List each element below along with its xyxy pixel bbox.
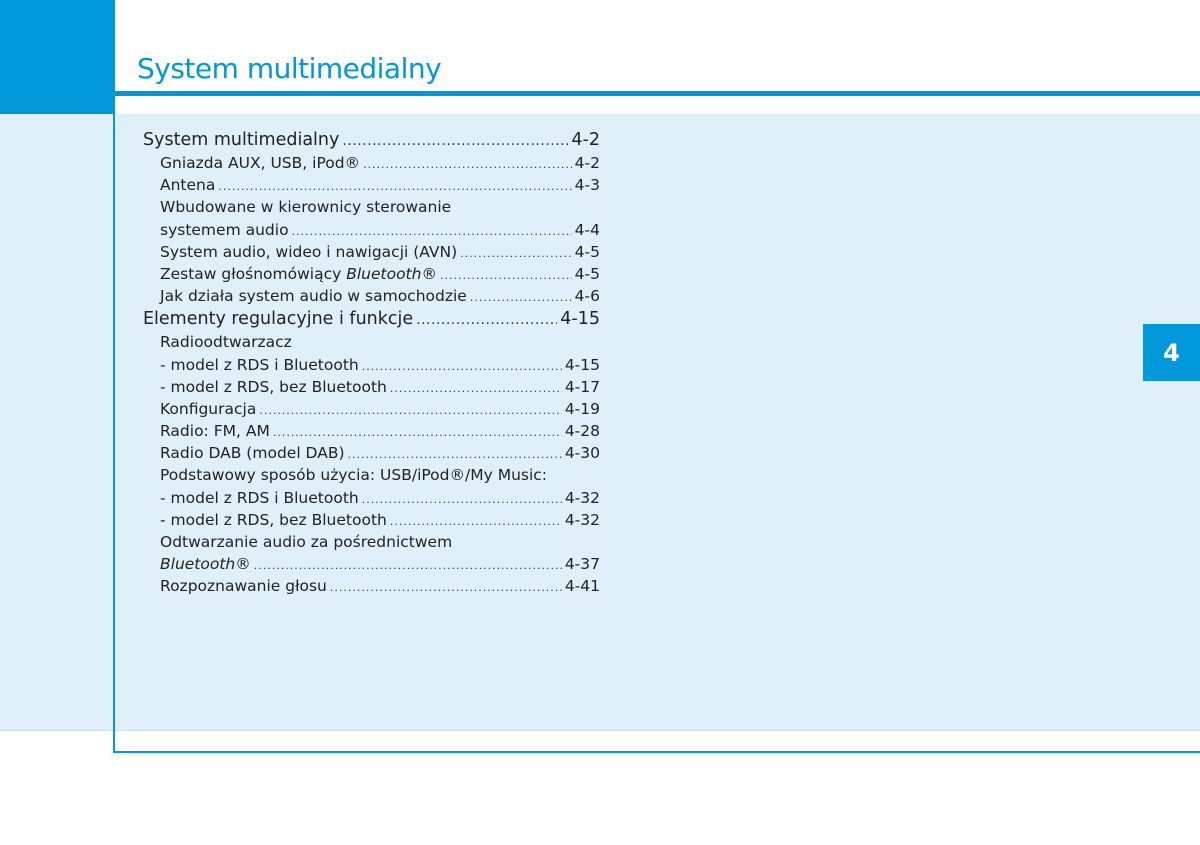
toc-page-number: 4-6	[574, 287, 600, 306]
toc-entry[interactable]	[143, 263, 600, 285]
toc-entry[interactable]	[143, 420, 600, 442]
toc-entry-title: systemem audio	[160, 220, 289, 239]
title-underline	[115, 91, 1200, 96]
toc-entry[interactable]	[143, 307, 600, 331]
toc-entry[interactable]	[143, 354, 600, 376]
toc-page-number: 4-19	[564, 399, 600, 418]
toc-entry-title: Odtwarzanie audio za pośrednictwem	[160, 533, 453, 551]
toc-entry[interactable]	[143, 331, 600, 353]
toc-entry[interactable]	[143, 219, 600, 241]
toc-leader-dots	[292, 221, 572, 243]
toc-entry-title: Podstawowy sposób użycia: USB/iPod®/My Music:	[160, 466, 548, 485]
toc-leader-dots	[440, 265, 572, 287]
toc-entry-title: Elementy regulacyjne i funkcje	[143, 309, 414, 330]
toc-entry[interactable]	[143, 285, 600, 307]
toc-leader-dots	[273, 422, 562, 444]
toc-entry-title: Radio: FM, AM	[160, 422, 270, 441]
toc-leader-dots	[259, 400, 561, 422]
toc-entry-title: Konfiguracja	[160, 399, 257, 418]
toc-entry[interactable]	[143, 531, 600, 553]
header-corner-block	[0, 0, 115, 114]
toc-leader-dots	[348, 444, 562, 466]
toc-leader-dots	[460, 243, 572, 265]
toc-entry-title: System audio, wideo i nawigacji (AVN)	[160, 242, 458, 261]
toc-entry-title: Wbudowane w kierownicy sterowanie	[160, 198, 452, 217]
toc-entry-title: Jak działa system audio w samochodzie	[160, 287, 467, 306]
toc-entry-title: Rozpoznawanie głosu	[160, 577, 327, 596]
footer-rule	[115, 751, 1200, 753]
toc-page-number: 4-3	[574, 176, 600, 195]
toc-entry[interactable]	[143, 241, 600, 263]
toc-page-number: 4-30	[564, 444, 600, 463]
toc-entry[interactable]	[143, 398, 600, 420]
toc-entry-title: - model z RDS, bez Bluetooth	[160, 510, 387, 529]
toc-entry[interactable]	[143, 128, 600, 152]
toc-leader-dots	[330, 577, 562, 599]
toc-entry-title: - model z RDS, bez Bluetooth	[160, 377, 387, 396]
toc-leader-dots	[218, 176, 571, 198]
toc-leader-dots	[363, 154, 572, 176]
toc-entry-title: Gniazda AUX, USB, iPod®	[160, 154, 361, 172]
toc-leader-dots	[254, 555, 562, 577]
toc-entry-title: Zestaw głośnomówiący Bluetooth®	[160, 264, 437, 283]
table-of-contents	[143, 128, 600, 598]
toc-entry-title: Bluetooth®	[160, 555, 251, 574]
toc-page-number: 4-5	[574, 242, 600, 261]
toc-page-number: 4-28	[564, 422, 600, 441]
content-panel-bottom-edge	[0, 730, 1200, 731]
toc-page-number: 4-37	[564, 555, 600, 574]
toc-entry-title: Antena	[160, 176, 216, 195]
toc-page-number: 4-5	[574, 264, 600, 283]
toc-entry[interactable]	[143, 509, 600, 531]
toc-entry[interactable]	[143, 376, 600, 398]
toc-leader-dots	[362, 489, 562, 511]
toc-page-number: 4-15	[560, 309, 600, 330]
toc-entry-title: Radioodtwarzacz	[160, 333, 292, 352]
toc-leader-dots	[416, 308, 557, 332]
toc-page-number: 4-17	[564, 377, 600, 396]
toc-page-number: 4-2	[571, 130, 600, 150]
chapter-tab[interactable]: 4	[1143, 324, 1200, 381]
toc-entry[interactable]	[143, 553, 600, 575]
toc-leader-dots	[390, 511, 562, 533]
toc-page-number: 4-2	[574, 154, 600, 172]
toc-entry-title: - model z RDS i Bluetooth	[160, 355, 359, 374]
toc-entry[interactable]	[143, 196, 600, 218]
toc-leader-dots	[342, 129, 568, 153]
toc-page-number: 4-15	[564, 355, 600, 374]
toc-entry[interactable]	[143, 152, 600, 174]
toc-leader-dots	[470, 287, 572, 309]
toc-entry[interactable]	[143, 575, 600, 597]
toc-page-number: 4-32	[564, 488, 600, 507]
toc-page-number: 4-32	[564, 510, 600, 529]
toc-page-number: 4-4	[574, 220, 600, 239]
left-margin-rule	[113, 114, 115, 753]
toc-entry[interactable]	[143, 487, 600, 509]
toc-page-number: 4-41	[564, 577, 600, 596]
toc-entry[interactable]	[143, 442, 600, 464]
toc-entry-title: Radio DAB (model DAB)	[160, 444, 345, 463]
toc-leader-dots	[390, 378, 562, 400]
toc-entry[interactable]	[143, 174, 600, 196]
toc-entry-title: - model z RDS i Bluetooth	[160, 488, 359, 507]
toc-leader-dots	[362, 356, 562, 378]
page-title: System multimedialny	[137, 52, 442, 85]
toc-entry-title: System multimedialny	[143, 130, 340, 150]
toc-entry[interactable]	[143, 464, 600, 486]
